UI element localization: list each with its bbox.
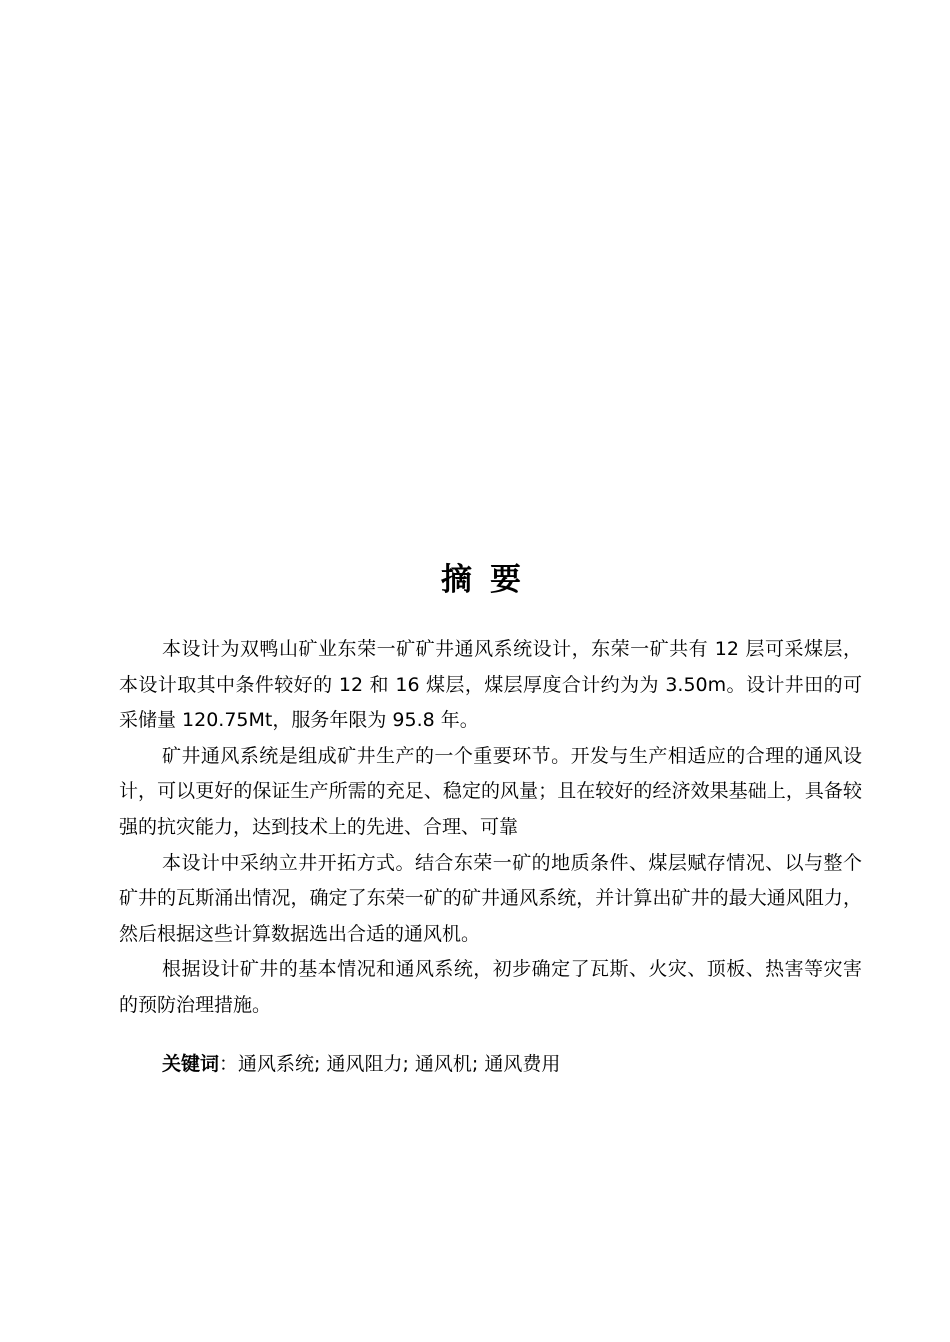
abstract-paragraph: 本设计中采纳立井开拓方式。结合东荣一矿的地质条件、煤层赋存情况、以与整个矿井的瓦斯涌出情况，确定了东荣一矿的矿井通风系统，并计算出矿井的最大通风阻力，然后根据这些计算数据选出合适的通风机。	[119, 851, 862, 945]
keywords-text: 通风系统; 通风阻力; 通风机; 通风费用	[238, 1053, 561, 1075]
abstract-body	[119, 632, 862, 1024]
keywords-line	[162, 1047, 862, 1082]
keywords-label: 关键词	[162, 1053, 220, 1075]
keywords-separator: ：	[219, 1053, 239, 1075]
abstract-title: 摘要	[441, 562, 539, 598]
abstract-paragraph: 根据设计矿井的基本情况和通风系统，初步确定了瓦斯、火灾、顶板、热害等灾害的预防治理措施。	[119, 958, 862, 1016]
abstract-paragraph: 矿井通风系统是组成矿井生产的一个重要环节。开发与生产相适应的合理的通风设计，可以更好的保证生产所需的充足、稳定的风量；且在较好的经济效果基础上，具备较强的抗灾能力，达到技术上的先进、合理、可靠	[119, 744, 862, 838]
abstract-paragraph: 本设计为双鸭山矿业东荣一矿矿井通风系统设计，东荣一矿共有 12 层可采煤层，本设计取其中条件较好的 12 和 16 煤层，煤层厚度合计约为为 3.50m。设计井田的可采储量 120.75Mt，服务年限为 95.8 年。	[119, 638, 862, 732]
